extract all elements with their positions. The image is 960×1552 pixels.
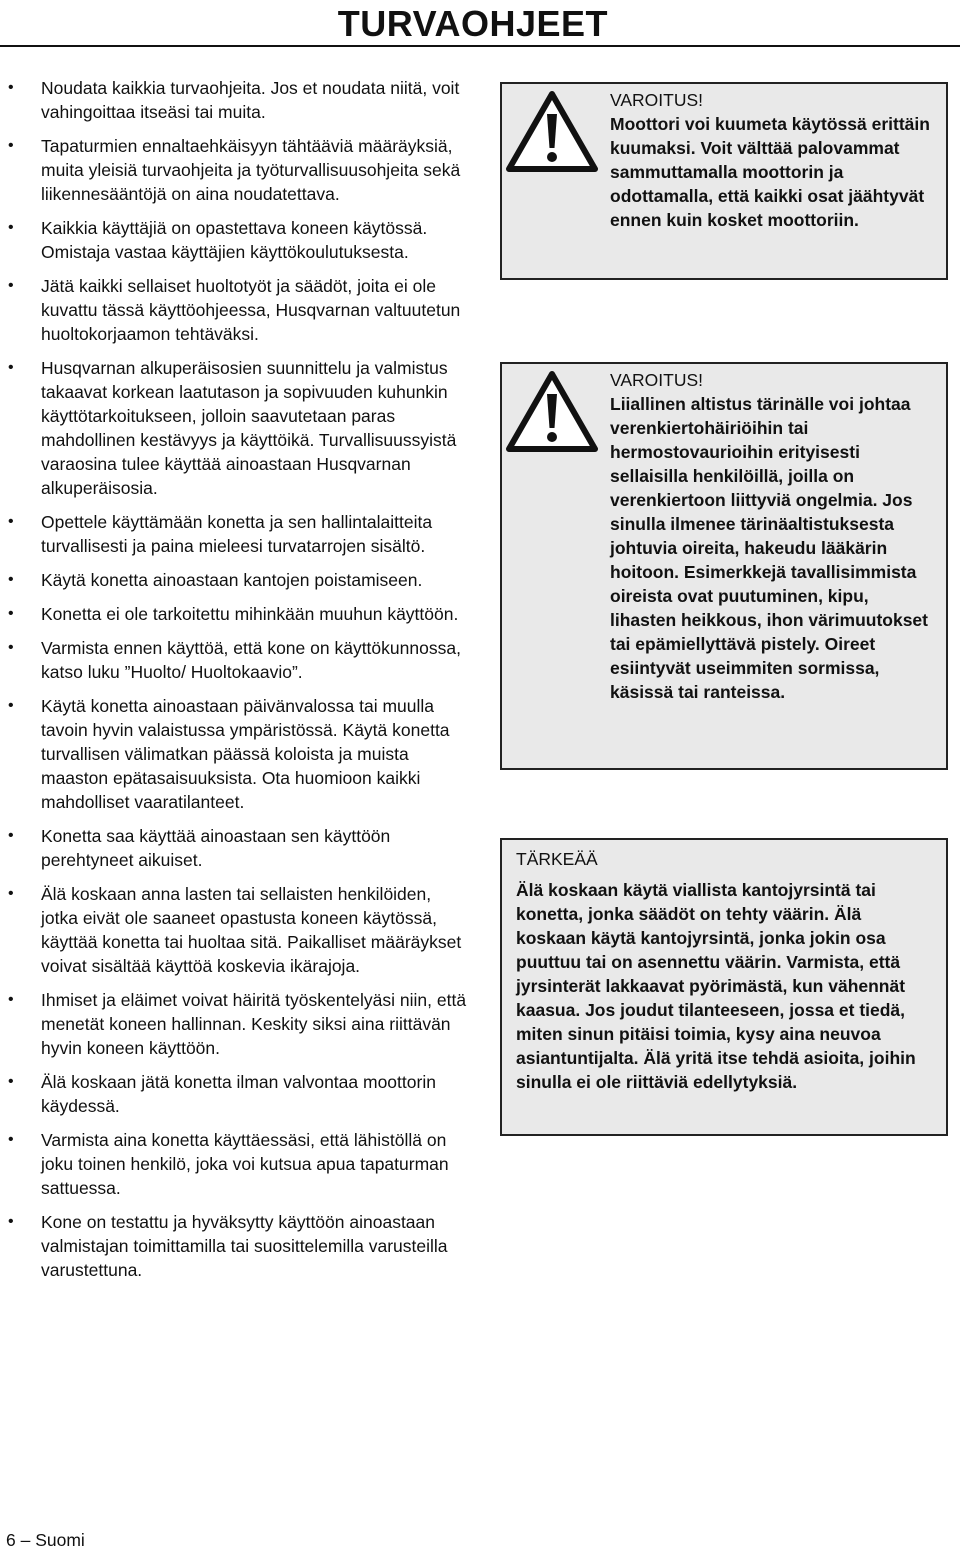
list-item: • Kone on testattu ja hyväksytty käyttöön ainoastaan valmistajan toimittamilla tai suosittelemilla varusteilla varustettuna. [8,1210,468,1282]
header-rule [0,45,960,47]
list-item: • Konetta saa käyttää ainoastaan sen käyttöön perehtyneet aikuiset. [8,824,468,872]
note-text: Älä koskaan käytä viallista kantojyrsintä tai konetta, jonka säädöt on tehty väärin. Älä koskaan käytä kantojyrsintä, jonka jokin osa puuttuu tai on asennettu väärin. Varmista, että jyrsinterät lakkaavat pyörimästä, kun vähennät kaasua. Jos joudut tilanteeseen, jossa et tiedä, miten sinun pitäisi toimia, kysy aina neuvoa asiantuntijalta. Älä yritä itse tehdä asioita, joihin sinulla ei ole riittäviä edellytyksiä. [516,880,916,1092]
list-item: • Käytä konetta ainoastaan päivänvalossa tai muulla tavoin hyvin valaistussa ympäristössä. Käytä konetta turvallisen välimatkan päässä koloista ja muista maaston epätasaisuuksista. Ota huomioon kaikki mahdolliset vaaratilanteet. [8,694,468,814]
list-item: • Älä koskaan jätä konetta ilman valvontaa moottorin käydessä. [8,1070,468,1118]
warning-heading: VAROITUS! [610,370,704,390]
page-title: TURVAOHJEET [337,3,608,44]
list-item: • Noudata kaikkia turvaohjeita. Jos et noudata niitä, voit vahingoittaa itseäsi tai muita. [8,76,468,124]
list-item: • Konetta ei ole tarkoitettu mihinkään muuhun käyttöön. [8,602,468,626]
list-item: • Husqvarnan alkuperäisosien suunnittelu ja valmistus takaavat korkean laatutason ja sopivuuden kuhunkin käyttötarkoitukseen, jolloin saavutetaan paras mahdollinen kestävyys ja käyttöikä. Turvallisuussyistä varaosina tulee käyttää ainoastaan Husqvarnan alkuperäisosia. [8,356,468,500]
list-item: • Tapaturmien ennaltaehkäisyyn tähtääviä määräyksiä, muita yleisiä turvaohjeita ja työturvallisuusohjeita sekä liikennesääntöjä on aina noudatettava. [8,134,468,206]
warning-text: Moottori voi kuumeta käytössä erittäin kuumaksi. Voit välttää palovammat sammuttamalla moottorin ja odottamalla, että kaikki osat jäähtyvät ennen kuin kosket moottoriin. [610,114,930,230]
safety-instructions-list [8,76,468,1292]
warning-text: Liiallinen altistus tärinälle voi johtaa verenkiertohäiriöihin tai hermostovaurioihin erityisesti sellaisilla henkilöillä, joilla on verenkiertoon liittyviä ongelmia. Jos sinulla ilmenee tärinäaltistuksesta johtuvia oireita, hakeudu lääkärin hoitoon. Esimerkkejä tavallisimmista oireista ovat puutuminen, kipu, lihasten heikkous, ihon värimuutokset tai epämiellyttävä pistely. Oireet esiintyvät useimmiten sormissa, käsissä tai ranteissa. [610,394,928,702]
note-heading: TÄRKEÄÄ [516,849,598,869]
warning-triangle-icon [502,84,602,278]
list-item: • Älä koskaan anna lasten tai sellaisten henkilöiden, jotka eivät ole saaneet opastusta koneen käytössä, käyttää konetta tai huoltaa sitä. Paikalliset määräykset voivat sisältää käyttöä koskevia ikärajoja. [8,882,468,978]
list-item: • Ihmiset ja eläimet voivat häiritä työskentelyäsi niin, että menetät koneen hallinnan. Keskity siksi aina riittävän hyvin koneen käyttöön. [8,988,468,1060]
warning-heading: VAROITUS! [610,90,704,110]
warning-triangle-icon [502,364,602,768]
warning-box-hot-engine [500,82,948,280]
list-item: • Jätä kaikki sellaiset huoltotyöt ja säädöt, joita ei ole kuvattu tässä käyttöohjeessa, Husqvarnan valtuutetun huoltokorjaamon tehtäväksi. [8,274,468,346]
list-item: • Käytä konetta ainoastaan kantojen poistamiseen. [8,568,468,592]
list-item: • Opettele käyttämään konetta ja sen hallintalaitteita turvallisesti ja paina mieleesi turvatarrojen sisältö. [8,510,468,558]
page-number: 6 – Suomi [6,1530,85,1550]
list-item: • Kaikkia käyttäjiä on opastettava koneen käytössä. Omistaja vastaa käyttäjien käyttökoulutuksesta. [8,216,468,264]
list-item: • Varmista ennen käyttöä, että kone on käyttökunnossa, katso luku ”Huolto/ Huoltokaavio”. [8,636,468,684]
list-item: • Varmista aina konetta käyttäessäsi, että lähistöllä on joku toinen henkilö, joka voi kutsua apua tapaturman sattuessa. [8,1128,468,1200]
important-note-box [500,838,948,1136]
warning-box-vibration [500,362,948,770]
